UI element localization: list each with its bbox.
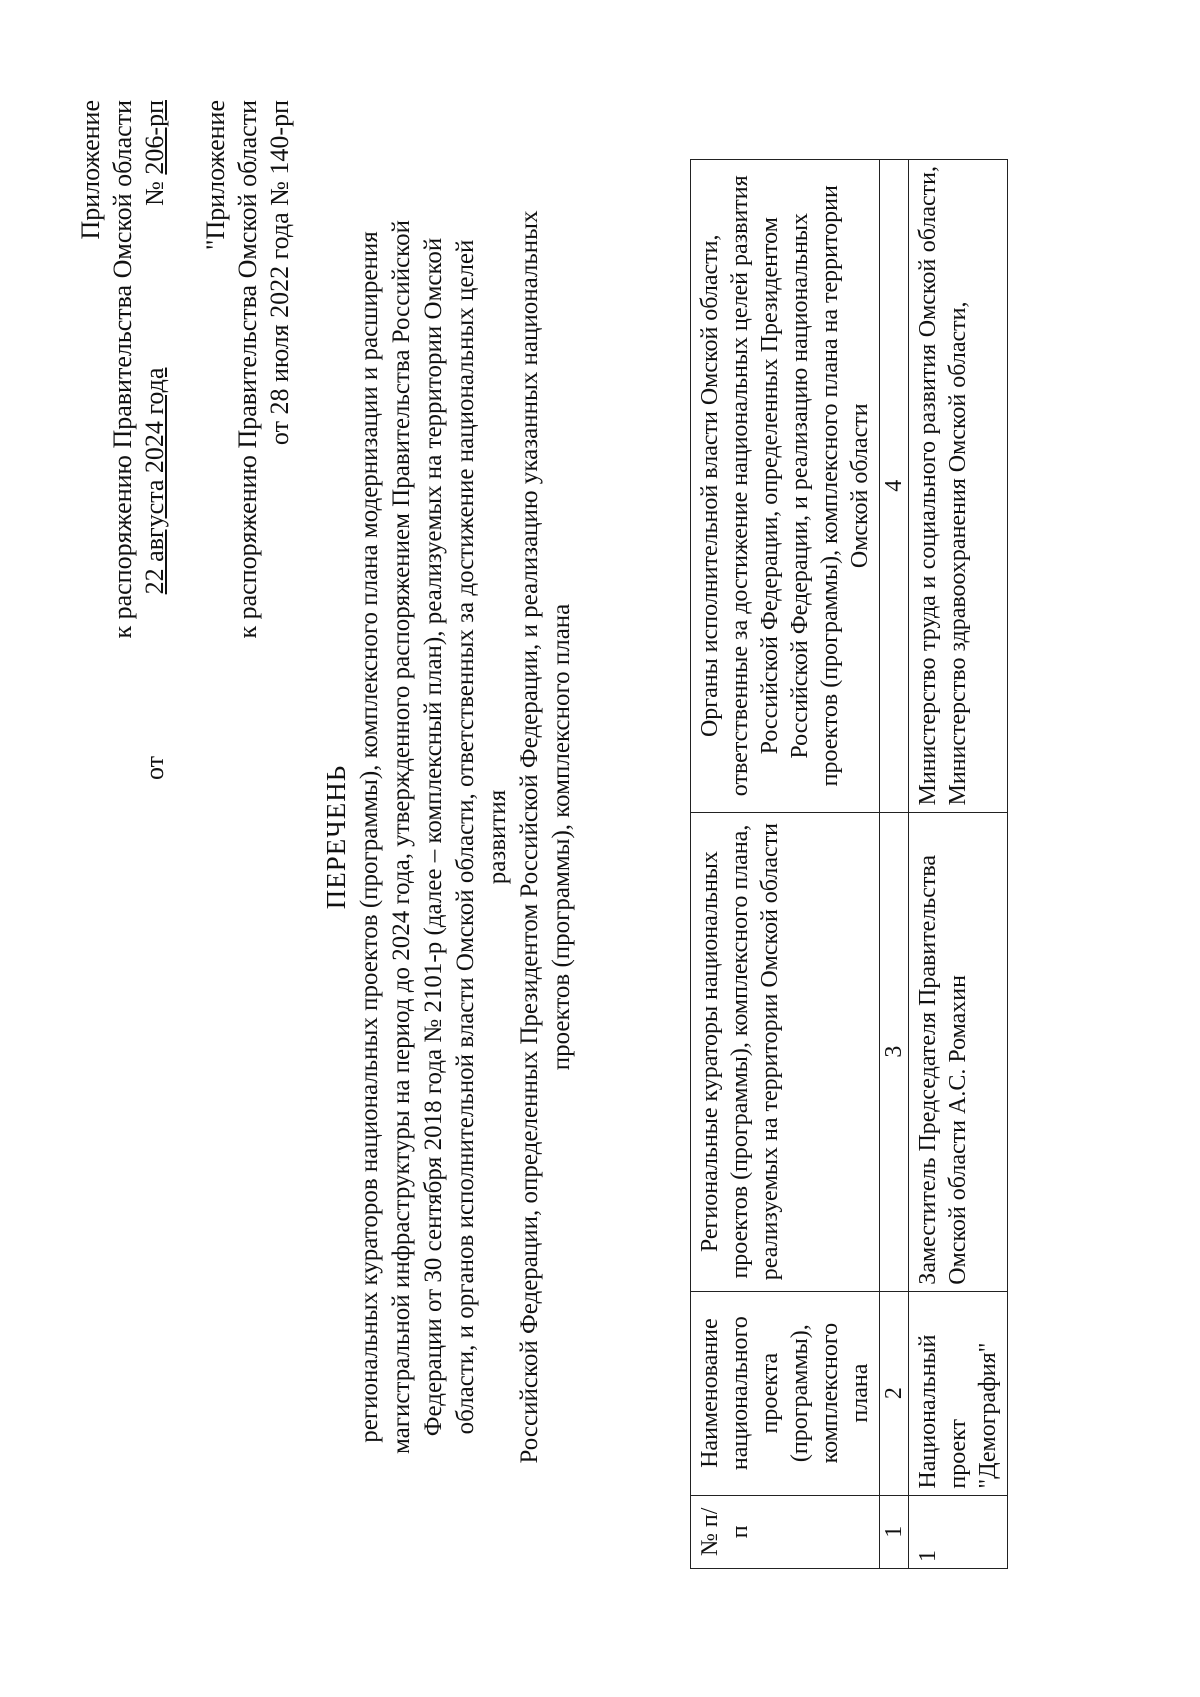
table-row (909, 160, 1008, 1569)
header-regional-curators: Региональные кураторы национальных проектов (программы), комплексного плана, реализуемых на территории Омской области (691, 812, 880, 1291)
decree-date: 22 августа 2024 года (140, 367, 169, 595)
column-number: 2 (880, 1291, 909, 1495)
column-number: 3 (880, 812, 909, 1291)
previous-appendix-date-line: от 28 июля 2022 года № 140-рп (265, 100, 294, 446)
date-from-label: от (140, 755, 169, 780)
previous-appendix-decree-line: к распоряжению Правительства Омской области (233, 100, 262, 639)
header-executive-bodies: Органы исполнительной власти Омской области, ответственные за достижение национальных целей развития Российской Федерации, определенных Президентом Российской Федерации, и реализацию национальных проектов (программы), комплексного плана на территории Омской области (691, 160, 880, 813)
subtitle-line: Федерации от 30 сентября 2018 года № 2101-р (далее – комплексный план), реализуемых на территории Омской (420, 237, 447, 1437)
appendix-decree-line: к распоряжению Правительства Омской области (108, 100, 137, 639)
document-heading: ПЕРЕЧЕНЬ (321, 764, 351, 910)
appendix-stamp (75, 100, 171, 800)
subtitle-line: области, и органов исполнительной власти Омской области, ответственных за достижение национальных целей развития (452, 239, 511, 1435)
row-project: Национальный проект "Демография" (909, 1291, 1008, 1495)
decree-number-label: № (140, 181, 169, 206)
header-project-name: Наименование национального проекта (программы), комплексного плана (691, 1291, 880, 1495)
subtitle-line: проектов (программы), комплексного плана (548, 603, 575, 1071)
document-title-block (320, 207, 578, 1467)
row-curator: Заместитель Председателя Правительства Омской области А.С. Ромахин (909, 812, 1008, 1291)
row-number: 1 (909, 1495, 1008, 1568)
decree-number: 206-рп (140, 100, 169, 175)
decree-number-group (139, 100, 171, 206)
previous-appendix-title: "Приложение (201, 100, 230, 251)
table-column-numbers-row (880, 160, 909, 1569)
subtitle-line: Российской Федерации, определенных Президентом Российской Федерации, и реализацию указанных национальных (516, 210, 543, 1464)
appendix-title: Приложение (76, 100, 105, 240)
previous-appendix-stamp (200, 100, 296, 800)
table-header-row (691, 160, 880, 1569)
subtitle-line: региональных кураторов национальных проектов (программы), комплексного плана модернизации и расширения (356, 231, 383, 1443)
subtitle-line: магистральной инфраструктуры на период до 2024 года, утвержденного распоряжением Правительства Российской (388, 220, 415, 1454)
column-number: 4 (880, 160, 909, 813)
appendix-date-row (139, 100, 171, 780)
header-number: № п/п (691, 1495, 880, 1568)
curators-table (690, 159, 1008, 1569)
column-number: 1 (880, 1495, 909, 1568)
row-executive-bodies: Министерство труда и социального развития Омской области, Министерство здравоохранения Омской области, (909, 160, 1008, 813)
